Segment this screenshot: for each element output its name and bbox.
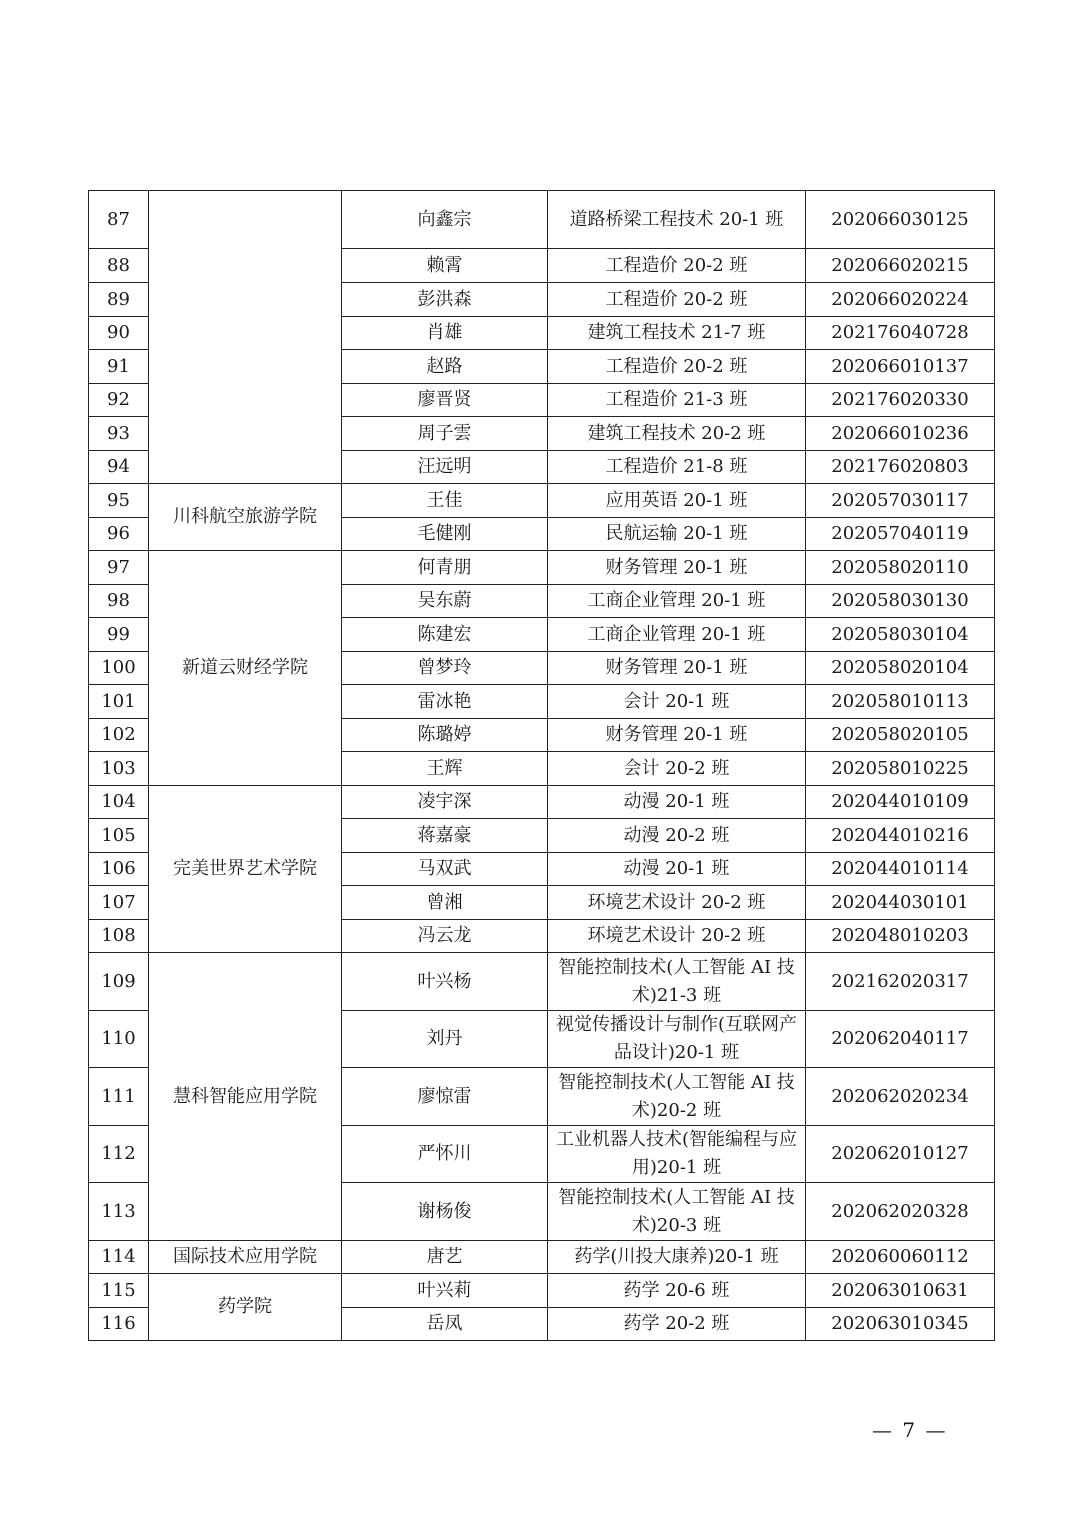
row-number: 110 (89, 1011, 149, 1068)
row-number: 88 (89, 249, 149, 283)
student-name: 叶兴莉 (342, 1274, 548, 1308)
row-number: 113 (89, 1183, 149, 1241)
row-number: 114 (89, 1241, 149, 1274)
student-name: 曾湘 (342, 886, 548, 920)
row-number: 115 (89, 1274, 149, 1308)
student-id: 202044010216 (806, 819, 995, 853)
class-name: 工程造价 20-2 班 (548, 350, 806, 384)
class-name: 道路桥梁工程技术 20-1 班 (548, 191, 806, 249)
student-name: 肖雄 (342, 317, 548, 350)
college-cell: 川科航空旅游学院 (149, 484, 342, 551)
row-number: 102 (89, 719, 149, 752)
class-name: 药学 20-6 班 (548, 1274, 806, 1308)
row-number: 106 (89, 853, 149, 886)
table-row (89, 786, 995, 819)
table-row (89, 1241, 995, 1274)
student-id: 202063010631 (806, 1274, 995, 1308)
student-name: 廖惊雷 (342, 1068, 548, 1126)
row-number: 116 (89, 1308, 149, 1341)
class-name: 环境艺术设计 20-2 班 (548, 920, 806, 953)
row-number: 108 (89, 920, 149, 953)
row-number: 99 (89, 618, 149, 652)
student-id: 202057040119 (806, 518, 995, 551)
student-name: 严怀川 (342, 1126, 548, 1183)
student-name: 陈璐婷 (342, 719, 548, 752)
college-cell: 慧科智能应用学院 (149, 953, 342, 1241)
class-name: 会计 20-2 班 (548, 752, 806, 786)
class-name: 工程造价 21-8 班 (548, 451, 806, 484)
class-name: 智能控制技术(人工智能 AI 技术)20-3 班 (548, 1183, 806, 1241)
student-id: 202162020317 (806, 953, 995, 1011)
row-number: 97 (89, 551, 149, 585)
table-row (89, 953, 995, 1011)
student-name: 何青朋 (342, 551, 548, 585)
class-name: 应用英语 20-1 班 (548, 484, 806, 518)
student-id: 202048010203 (806, 920, 995, 953)
student-name: 凌宇深 (342, 786, 548, 819)
student-id: 202066020215 (806, 249, 995, 283)
row-number: 105 (89, 819, 149, 853)
class-name: 财务管理 20-1 班 (548, 551, 806, 585)
student-id: 202066010236 (806, 417, 995, 451)
student-name: 周子雲 (342, 417, 548, 451)
page-number: — 7 — (872, 1418, 948, 1442)
student-name: 王佳 (342, 484, 548, 518)
student-name: 冯云龙 (342, 920, 548, 953)
class-name: 财务管理 20-1 班 (548, 719, 806, 752)
student-id: 202058020104 (806, 652, 995, 685)
class-name: 民航运输 20-1 班 (548, 518, 806, 551)
student-name: 赵路 (342, 350, 548, 384)
class-name: 工程造价 21-3 班 (548, 384, 806, 417)
table-row (89, 1274, 995, 1308)
row-number: 96 (89, 518, 149, 551)
row-number: 93 (89, 417, 149, 451)
student-name: 雷冰艳 (342, 685, 548, 719)
student-name: 曾梦玲 (342, 652, 548, 685)
student-id: 202060060112 (806, 1241, 995, 1274)
row-number: 104 (89, 786, 149, 819)
row-number: 98 (89, 585, 149, 618)
row-number: 87 (89, 191, 149, 249)
table-row (89, 551, 995, 585)
student-name: 刘丹 (342, 1011, 548, 1068)
class-name: 动漫 20-1 班 (548, 786, 806, 819)
row-number: 101 (89, 685, 149, 719)
student-name: 廖晋贤 (342, 384, 548, 417)
row-number: 95 (89, 484, 149, 518)
class-name: 工业机器人技术(智能编程与应用)20-1 班 (548, 1126, 806, 1183)
student-id: 202058020105 (806, 719, 995, 752)
student-id: 202063010345 (806, 1308, 995, 1341)
student-name: 毛健刚 (342, 518, 548, 551)
college-cell: 国际技术应用学院 (149, 1241, 342, 1274)
class-name: 工商企业管理 20-1 班 (548, 585, 806, 618)
student-name: 吴东蔚 (342, 585, 548, 618)
row-number: 94 (89, 451, 149, 484)
student-name: 马双武 (342, 853, 548, 886)
class-name: 药学 20-2 班 (548, 1308, 806, 1341)
student-name: 叶兴杨 (342, 953, 548, 1011)
class-name: 建筑工程技术 21-7 班 (548, 317, 806, 350)
student-name: 岳凤 (342, 1308, 548, 1341)
row-number: 100 (89, 652, 149, 685)
student-name: 蒋嘉豪 (342, 819, 548, 853)
student-id: 202044010114 (806, 853, 995, 886)
student-id: 202057030117 (806, 484, 995, 518)
row-number: 112 (89, 1126, 149, 1183)
student-name: 彭洪森 (342, 283, 548, 317)
student-name: 唐艺 (342, 1241, 548, 1274)
student-id: 202058010113 (806, 685, 995, 719)
student-id: 202176020330 (806, 384, 995, 417)
student-id: 202058030104 (806, 618, 995, 652)
class-name: 工程造价 20-2 班 (548, 249, 806, 283)
college-cell (149, 191, 342, 484)
class-name: 药学(川投大康养)20-1 班 (548, 1241, 806, 1274)
student-id: 202176040728 (806, 317, 995, 350)
college-cell: 药学院 (149, 1274, 342, 1341)
class-name: 会计 20-1 班 (548, 685, 806, 719)
student-name: 赖霄 (342, 249, 548, 283)
student-id: 202176020803 (806, 451, 995, 484)
student-name: 谢杨俊 (342, 1183, 548, 1241)
student-id: 202062010127 (806, 1126, 995, 1183)
row-number: 90 (89, 317, 149, 350)
student-name: 陈建宏 (342, 618, 548, 652)
row-number: 92 (89, 384, 149, 417)
college-cell: 完美世界艺术学院 (149, 786, 342, 953)
row-number: 111 (89, 1068, 149, 1126)
student-name: 向鑫宗 (342, 191, 548, 249)
student-id: 202044010109 (806, 786, 995, 819)
class-name: 建筑工程技术 20-2 班 (548, 417, 806, 451)
class-name: 动漫 20-2 班 (548, 819, 806, 853)
class-name: 环境艺术设计 20-2 班 (548, 886, 806, 920)
class-name: 视觉传播设计与制作(互联网产品设计)20-1 班 (548, 1011, 806, 1068)
college-cell: 新道云财经学院 (149, 551, 342, 786)
row-number: 91 (89, 350, 149, 384)
student-name: 汪远明 (342, 451, 548, 484)
row-number: 103 (89, 752, 149, 786)
class-name: 智能控制技术(人工智能 AI 技术)21-3 班 (548, 953, 806, 1011)
student-id: 202058030130 (806, 585, 995, 618)
class-name: 动漫 20-1 班 (548, 853, 806, 886)
student-id: 202066030125 (806, 191, 995, 249)
student-id: 202062020234 (806, 1068, 995, 1126)
row-number: 107 (89, 886, 149, 920)
table-row (89, 191, 995, 249)
student-id: 202066020224 (806, 283, 995, 317)
student-id: 202062040117 (806, 1011, 995, 1068)
student-roster-table (88, 190, 995, 1341)
student-id: 202066010137 (806, 350, 995, 384)
table-row (89, 484, 995, 518)
student-id: 202058020110 (806, 551, 995, 585)
student-id: 202062020328 (806, 1183, 995, 1241)
class-name: 工商企业管理 20-1 班 (548, 618, 806, 652)
student-id: 202044030101 (806, 886, 995, 920)
class-name: 工程造价 20-2 班 (548, 283, 806, 317)
class-name: 智能控制技术(人工智能 AI 技术)20-2 班 (548, 1068, 806, 1126)
row-number: 89 (89, 283, 149, 317)
class-name: 财务管理 20-1 班 (548, 652, 806, 685)
student-id: 202058010225 (806, 752, 995, 786)
row-number: 109 (89, 953, 149, 1011)
student-name: 王辉 (342, 752, 548, 786)
